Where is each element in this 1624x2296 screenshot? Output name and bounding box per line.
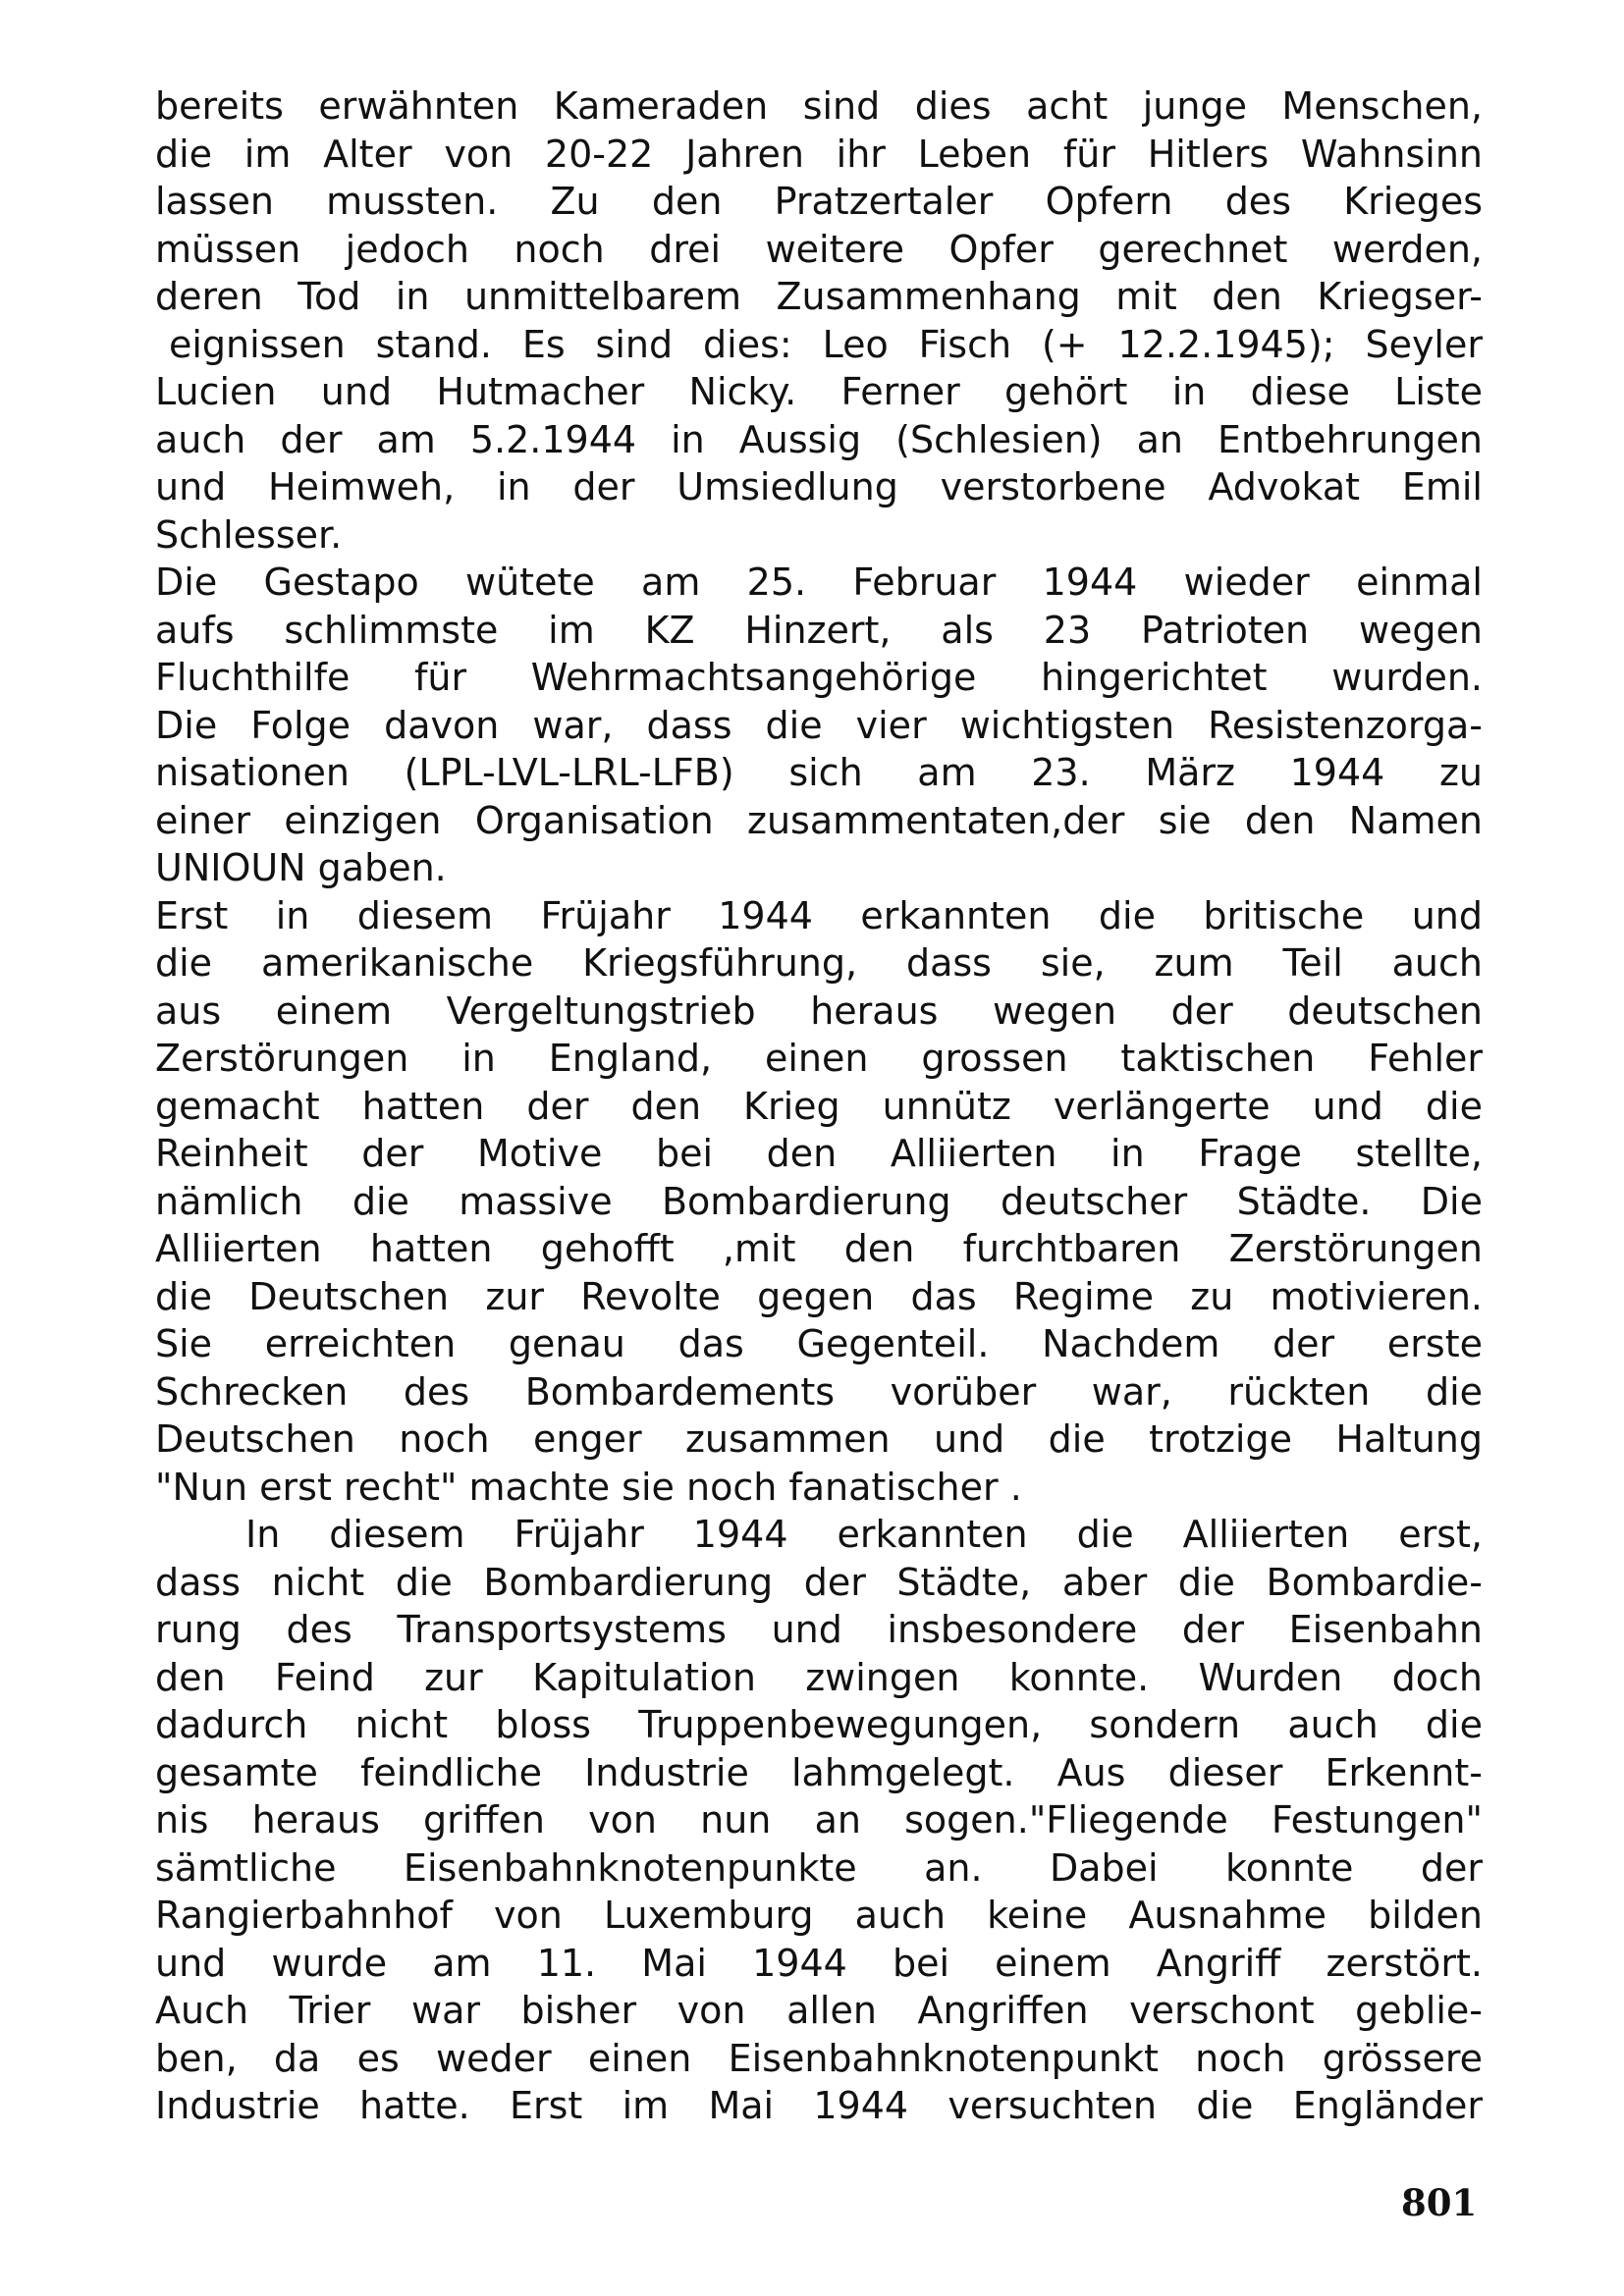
- text-line: Fluchthilfe für Wehrmachtsangehörige hingerichtet wurden.: [155, 656, 1483, 699]
- text-line: Auch Trier war bisher von allen Angriffen verschont geblie-: [155, 1989, 1483, 2032]
- text-line: Schrecken des Bombardements vorüber war, rückten die: [155, 1369, 1483, 1414]
- text-line: In diesem Früjahr 1944 erkannten die Alliierten erst,: [245, 1513, 1483, 1556]
- text-line: die amerikanische Kriegsführung, dass sie, zum Teil auch: [155, 941, 1483, 985]
- text-line: eignissen stand. Es sind dies: Leo Fisch (+ 12.2.1945); Seyler: [169, 322, 1483, 366]
- text-line: nisationen (LPL-LVL-LRL-LFB) sich am 23. März 1944 zu: [155, 751, 1483, 794]
- text-line: ben, da es weder einen Eisenbahnknotenpunkt noch grössere: [155, 2036, 1483, 2080]
- text-line: gesamte feindliche Industrie lahmgelegt. Aus dieser Erkennt-: [155, 1750, 1483, 1794]
- text-line: auch der am 5.2.1944 in Aussig (Schlesien) an Entbehrungen: [155, 417, 1483, 461]
- text-line: Reinheit der Motive bei den Alliierten in Frage stellte,: [155, 1132, 1483, 1175]
- text-line: die Deutschen zur Revolte gegen das Regime zu motivieren.: [155, 1274, 1483, 1318]
- text-line: "Nun erst recht" machte sie noch fanatischer .: [155, 1465, 1022, 1509]
- text-line: deren Tod in unmittelbarem Zusammenhang mit den Kriegser-: [155, 275, 1483, 318]
- text-line: Lucien und Hutmacher Nicky. Ferner gehört in diese Liste: [155, 370, 1483, 413]
- text-line: nämlich die massive Bombardierung deutscher Städte. Die: [155, 1179, 1483, 1223]
- text-line: rung des Transportsystems und insbesondere der Eisenbahn: [155, 1608, 1483, 1651]
- body-text: [155, 82, 1483, 2130]
- text-line: dadurch nicht bloss Truppenbewegungen, sondern auch die: [155, 1703, 1483, 1746]
- text-line: den Feind zur Kapitulation zwingen konnte. Wurden doch: [155, 1655, 1483, 1699]
- text-line: UNIOUN gaben.: [155, 846, 447, 889]
- text-line: die im Alter von 20-22 Jahren ihr Leben für Hitlers Wahnsinn: [155, 132, 1483, 176]
- text-line: gemacht hatten der den Krieg unnütz verlängerte und die: [155, 1084, 1483, 1128]
- text-line: und wurde am 11. Mai 1944 bei einem Angriff zerstört.: [155, 1941, 1483, 1985]
- text-line: bereits erwähnten Kameraden sind dies acht junge Menschen,: [155, 84, 1483, 128]
- page-number: 801: [1401, 2181, 1478, 2224]
- text-line: Deutschen noch enger zusammen und die trotzige Haltung: [155, 1417, 1483, 1461]
- text-line: einer einzigen Organisation zusammentaten,der sie den Namen: [155, 798, 1483, 842]
- text-line: Zerstörungen in England, einen grossen taktischen Fehler: [155, 1037, 1483, 1080]
- text-line: Die Gestapo wütete am 25. Februar 1944 wieder einmal: [155, 561, 1483, 604]
- text-line: lassen mussten. Zu den Pratzertaler Opfern des Krieges: [155, 180, 1483, 223]
- text-line: Die Folge davon war, dass die vier wichtigsten Resistenzorga-: [155, 703, 1483, 747]
- text-line: aus einem Vergeltungstrieb heraus wegen der deutschen: [155, 988, 1483, 1033]
- text-line: Alliierten hatten gehofft ,mit den furchtbaren Zerstörungen: [155, 1227, 1483, 1270]
- text-line: aufs schlimmste im KZ Hinzert, als 23 Patrioten wegen: [155, 608, 1483, 652]
- text-line: Industrie hatte. Erst im Mai 1944 versuchten die Engländer: [155, 2084, 1483, 2127]
- text-line: nis heraus griffen von nun an sogen."Fliegende Festungen": [155, 1798, 1483, 1842]
- text-line: müssen jedoch noch drei weitere Opfer gerechnet werden,: [155, 227, 1483, 271]
- text-line: Rangierbahnhof von Luxemburg auch keine Ausnahme bilden: [155, 1894, 1483, 1937]
- text-line: und Heimweh, in der Umsiedlung verstorbene Advokat Emil: [155, 465, 1483, 508]
- text-line: Sie erreichten genau das Gegenteil. Nachdem der erste: [155, 1322, 1483, 1365]
- text-line: Schlesser.: [155, 512, 343, 557]
- text-line: Erst in diesem Früjahr 1944 erkannten die britische und: [155, 893, 1483, 937]
- text-line: sämtliche Eisenbahnknotenpunkte an. Dabei konnte der: [155, 1845, 1483, 1890]
- text-line: dass nicht die Bombardierung der Städte, aber die Bombardie-: [155, 1560, 1483, 1604]
